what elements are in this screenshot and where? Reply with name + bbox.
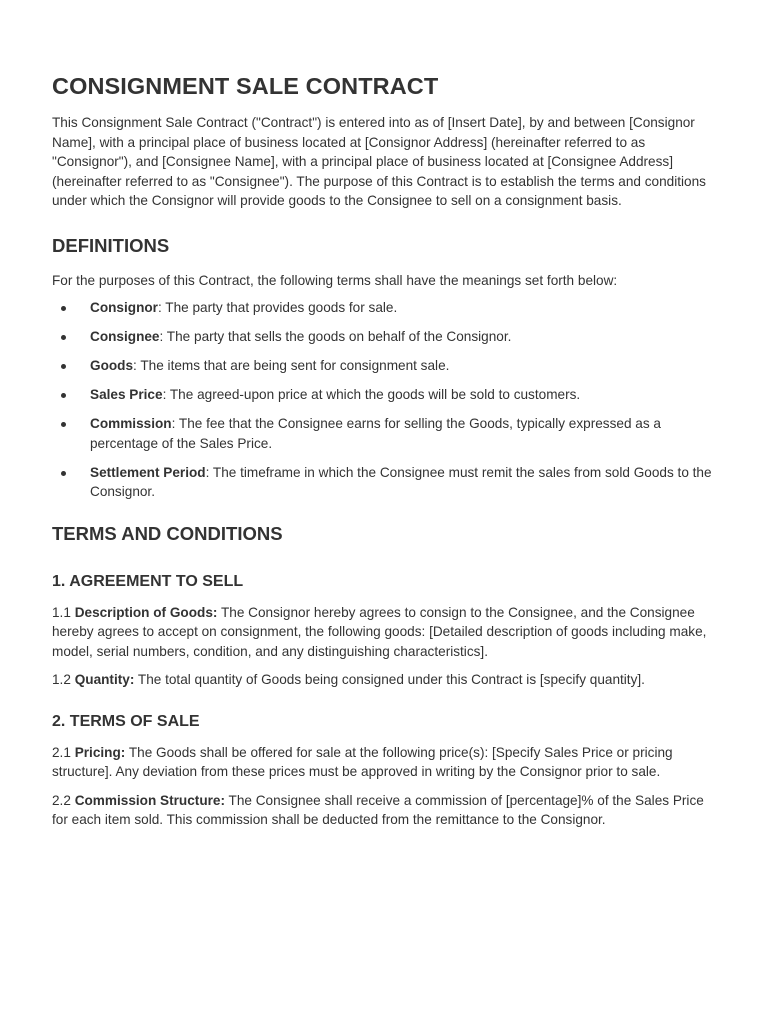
- section-terms-of-sale: [52, 711, 722, 830]
- definition-text: : The agreed-upon price at which the goods will be sold to customers.: [162, 387, 581, 402]
- list-item: [52, 414, 722, 453]
- definition-text: : The party that provides goods for sale.: [157, 300, 398, 315]
- section-heading: 1. AGREEMENT TO SELL: [52, 572, 244, 590]
- definition-term: Goods: [90, 358, 134, 373]
- list-item: [52, 463, 722, 502]
- clause-label: Commission Structure:: [74, 792, 225, 808]
- definitions-heading: DEFINITIONS: [52, 234, 170, 256]
- bullet-icon: [61, 335, 66, 340]
- clause-number: 2.2: [52, 792, 75, 808]
- bullet-icon: [61, 471, 66, 476]
- list-item: [52, 298, 722, 318]
- clause-1-1: [52, 603, 722, 662]
- definitions-list: [52, 298, 722, 502]
- bullet-icon: [61, 306, 66, 311]
- clause-number: 2.1: [52, 744, 75, 760]
- definition-term: Sales Price: [90, 387, 163, 402]
- clause-text: The Goods shall be offered for sale at the following price(s): [Specify Sales Price or pricing structure]. Any deviation from these prices must be approved in writing by the Consignor prior to sale.: [52, 744, 673, 779]
- definition-term: Consignee: [90, 329, 160, 344]
- clause-2-2: [52, 791, 722, 830]
- definition-text: : The timeframe in which the Consignee must remit the sales from sold Goods to the Consignor.: [90, 464, 712, 499]
- clause-text: The Consignor hereby agrees to consign to the Consignee, and the Consignee hereby agrees to accept on consignment, the following goods: [Detailed description of goods including make, model, serial numbers, condition, and any distinguishing characteristics].: [52, 604, 707, 659]
- document-title: CONSIGNMENT SALE CONTRACT: [52, 73, 439, 99]
- definition-text: : The fee that the Consignee earns for selling the Goods, typically expressed as a percentage of the Sales Price.: [90, 416, 661, 451]
- clause-label: Description of Goods:: [74, 604, 218, 620]
- clause-text: The total quantity of Goods being consigned under this Contract is [specify quantity].: [134, 672, 645, 687]
- definition-term: Commission: [90, 416, 172, 431]
- bullet-icon: [61, 364, 66, 369]
- clause-2-1: [52, 743, 722, 782]
- clause-number: 1.1: [52, 604, 75, 620]
- definition-term: Settlement Period: [90, 464, 206, 480]
- definition-text: : The party that sells the goods on behalf of the Consignor.: [159, 329, 512, 344]
- clause-label: Quantity:: [74, 672, 135, 687]
- intro-paragraph: This Consignment Sale Contract ("Contract") is entered into as of [Insert Date], by and between [Consignor Name], with a principal place of business located at [Consignor Address] (hereinafter referred to as "Consignor"), and [Consignee Name], with a principal place of business located at [Consignee Address] (hereinafter referred to as "Consignee"). The purpose of this Contract is to establish the terms and conditions under which the Consignor will provide goods to the Consignee to sell on a consignment basis.: [52, 115, 706, 208]
- clause-number: 1.2: [52, 672, 75, 687]
- clause-text: The Consignee shall receive a commission of [percentage]% of the Sales Price for each item sold. This commission shall be deducted from the remittance to the Consignor.: [52, 792, 704, 827]
- bullet-icon: [61, 422, 66, 427]
- list-item: [52, 356, 722, 376]
- section-agreement-to-sell: [52, 571, 722, 690]
- definition-term: Consignor: [90, 300, 158, 315]
- clause-label: Pricing:: [74, 744, 126, 760]
- list-item: [52, 327, 722, 347]
- bullet-icon: [61, 393, 66, 398]
- section-heading: 2. TERMS OF SALE: [52, 712, 200, 730]
- clause-1-2: [52, 670, 722, 690]
- document-page: [52, 72, 722, 830]
- definition-text: : The items that are being sent for consignment sale.: [133, 358, 450, 373]
- list-item: [52, 385, 722, 405]
- definitions-intro: For the purposes of this Contract, the following terms shall have the meanings set forth below:: [52, 272, 618, 288]
- terms-heading: TERMS AND CONDITIONS: [52, 522, 283, 544]
